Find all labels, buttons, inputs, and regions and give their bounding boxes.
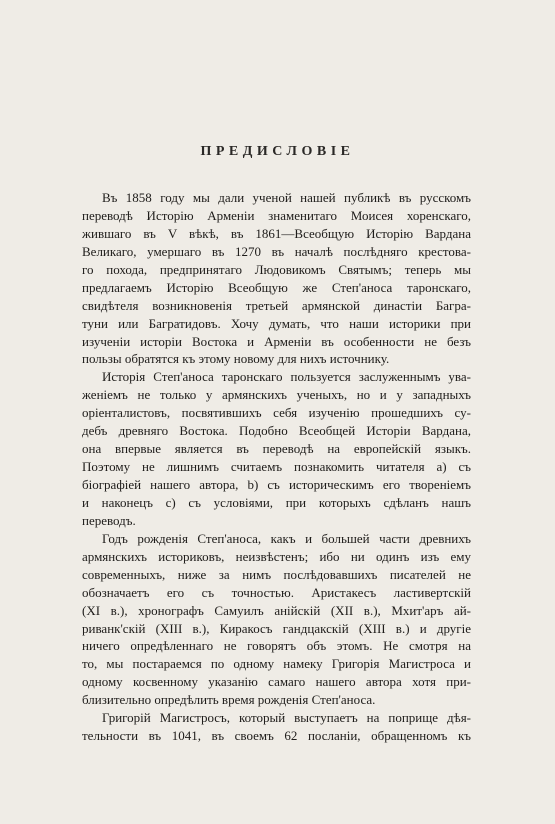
text-line: одному косвенному указанію самаго нашего автора хотя при- <box>82 674 471 690</box>
text-line: ничего опредѣленнаго не говорятъ объ этомъ. Не смотря на <box>82 638 471 654</box>
text-line: Великаго, умершаго въ 1270 въ началѣ послѣдняго крестова- <box>82 243 471 259</box>
text-line: жившаго въ V вѣкѣ, въ 1861—Всеобщую Исторію Вардана <box>82 225 471 241</box>
text-line: пользы обратятся къ этому новому для нихъ источнику. <box>82 351 390 367</box>
text-line: обозначаетъ его съ точностью. Аристакесъ ластивертскій <box>82 584 471 600</box>
text-line: то, мы постараемся по одному намеку Григорія Магистроса и <box>82 656 471 672</box>
text-line: Годъ рожденія Степ'аноса, какъ и большей части древнихъ <box>102 530 471 546</box>
text-line: предлагаемъ Исторію Всеобщую же Степ'аноса таронскаго, <box>82 279 471 295</box>
text-line: (XI в.), хронографъ Самуилъ анійскій (XII в.), Мхит'аръ ай- <box>82 602 471 618</box>
text-line: свидѣтеля возникновенія третьей армянской династіи Багра- <box>82 297 471 313</box>
text-line: Поэтому не лишнимъ считаемъ познакомить читателя а) съ <box>82 459 471 475</box>
preface-text <box>82 189 471 745</box>
text-line: туни или Багратидовъ. Хочу думать, что наши историки при <box>82 315 471 331</box>
text-line: близительно опредѣлить время рожденія Степ'аноса. <box>82 692 376 708</box>
text-line: современныхъ, ниже за нимъ послѣдовавшихъ писателей не <box>82 566 471 582</box>
text-line: біографіей нашего автора, b) съ историческимъ его твореніемъ <box>82 477 471 492</box>
text-line: армянскихъ историковъ, неизвѣстенъ; ибо ни одинъ изъ ему <box>82 548 471 564</box>
text-line: Исторія Степ'аноса таронскаго пользуется заслуженнымъ ува- <box>102 369 471 385</box>
page-title: ПРЕДИСЛОВІЕ <box>200 144 355 159</box>
text-line: переводѣ Исторію Арменіи знаменитаго Моисея хоренскаго, <box>82 207 471 223</box>
text-line: риванк'скій (XIII в.), Киракосъ гандцакскій (XIII в.) и другіе <box>82 620 471 636</box>
text-line: го похода, предпринятаго Людовикомъ Святымъ; теперь мы <box>82 261 471 277</box>
text-line: дебъ древняго Востока. Подобно Всеобщей Исторіи Вардана, <box>82 423 471 439</box>
text-line: и наконецъ с) съ условіями, при которыхъ сдѣланъ нашъ <box>82 494 471 510</box>
text-line: тельности въ 1041, въ своемъ 62 посланіи, обращенномъ къ <box>82 728 471 744</box>
text-line: женіемъ не только у армянскихъ ученыхъ, но и у западныхъ <box>82 387 471 403</box>
text-line: изученіи исторіи Востока и Арменіи въ особенности не безъ <box>82 333 471 349</box>
text-line: Григорій Магистросъ, который выступаетъ на поприще дѣя- <box>102 710 471 726</box>
text-line: оріенталистовъ, посвятившихъ себя изученію прошедшихъ су- <box>82 405 471 421</box>
text-line: переводъ. <box>82 512 136 528</box>
text-line: она впервые является въ переводѣ на европейскій языкъ. <box>82 441 471 457</box>
text-line: Въ 1858 году мы дали ученой нашей публикѣ въ русскомъ <box>102 190 471 205</box>
